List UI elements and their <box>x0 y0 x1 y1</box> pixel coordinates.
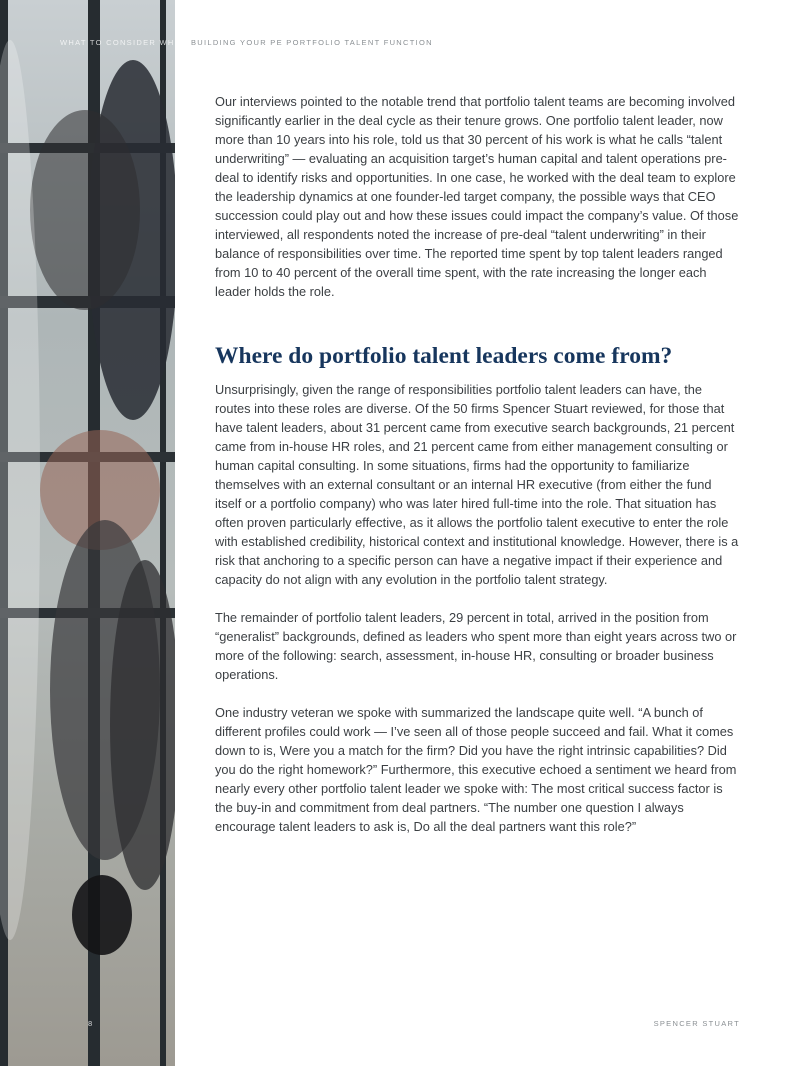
body-paragraph: Unsurprisingly, given the range of responsibilities portfolio talent leaders can have, the routes into these roles are diverse. Of the 50 firms Spencer Stuart reviewed, for those that have talent leaders, about 31 percent came from executive search backgrounds, 21 percent came from in-house HR roles, and 21 percent came from either management consulting or human capital consulting. In some situations, firms had the opportunity to familiarize themselves with an external consultant or an internal HR executive (from either the fund itself or a portfolio company) who was later hired full-time into the role. That situation has often proven particularly effective, as it allows the portfolio talent executive to enter the role with established credibility, historical context and institutional knowledge. However, there is a risk that anchoring to a specific person can have a negative impact if their experience and capacity do not align with any evolution in the portfolio talent strategy. <box>215 382 739 588</box>
body-paragraph: One industry veteran we spoke with summarized the landscape quite well. “A bunch of different profiles could work — I’ve seen all of those people succeed and fail. What it comes down to is, Were you a match for the firm? Did you have the right intrinsic capabilities? Did you do the right homework?” Furthermore, this executive echoed a sentiment we heard from nearly every other portfolio talent leader we spoke with: The most critical success factor is the buy-in and commitment from deal partners. “The number one question I always encourage talent leaders to ask is, Do all the deal partners want this role?” <box>215 704 737 834</box>
decorative-photo <box>0 0 175 1066</box>
footer-brand: SPENCER STUART <box>653 1019 740 1028</box>
body-paragraph: Our interviews pointed to the notable trend that portfolio talent teams are becoming involved significantly earlier in the deal cycle as their tenure grows. One portfolio talent leader, now more than 10 years into his role, told us that 30 percent of his work is what he calls “talent underwriting” — evaluating an acquisition target’s human capital and talent operations pre-deal to identify risks and opportunities. In one case, he worked with the deal team to explore the leadership dynamics at one founder-led target company, the possible ways that CEO succession could play out and how these issues could impact the company’s value. Of those interviewed, all respondents noted the increase of pre-deal “talent underwriting” in their balance of responsibilities over time. The reported time spent by top talent leaders ranged from 10 to 40 percent of the overall time spent, with the rate increasing the longer each leader holds the role. <box>215 94 739 299</box>
body-paragraph: The remainder of portfolio talent leaders, 29 percent in total, arrived in the position from “generalist” backgrounds, defined as leaders who spent more than eight years across two or more of the following: search, assessment, in-house HR, consulting or broader business operations. <box>215 609 737 682</box>
main-content <box>215 93 740 836</box>
running-header-ghost: WHAT TO CONSIDER WHEN <box>60 38 188 47</box>
section-heading: Where do portfolio talent leaders come from? <box>215 343 673 370</box>
running-header-title: BUILDING YOUR PE PORTFOLIO TALENT FUNCTION <box>190 38 433 47</box>
running-header <box>60 38 433 47</box>
page-number: 8 <box>88 1019 93 1028</box>
